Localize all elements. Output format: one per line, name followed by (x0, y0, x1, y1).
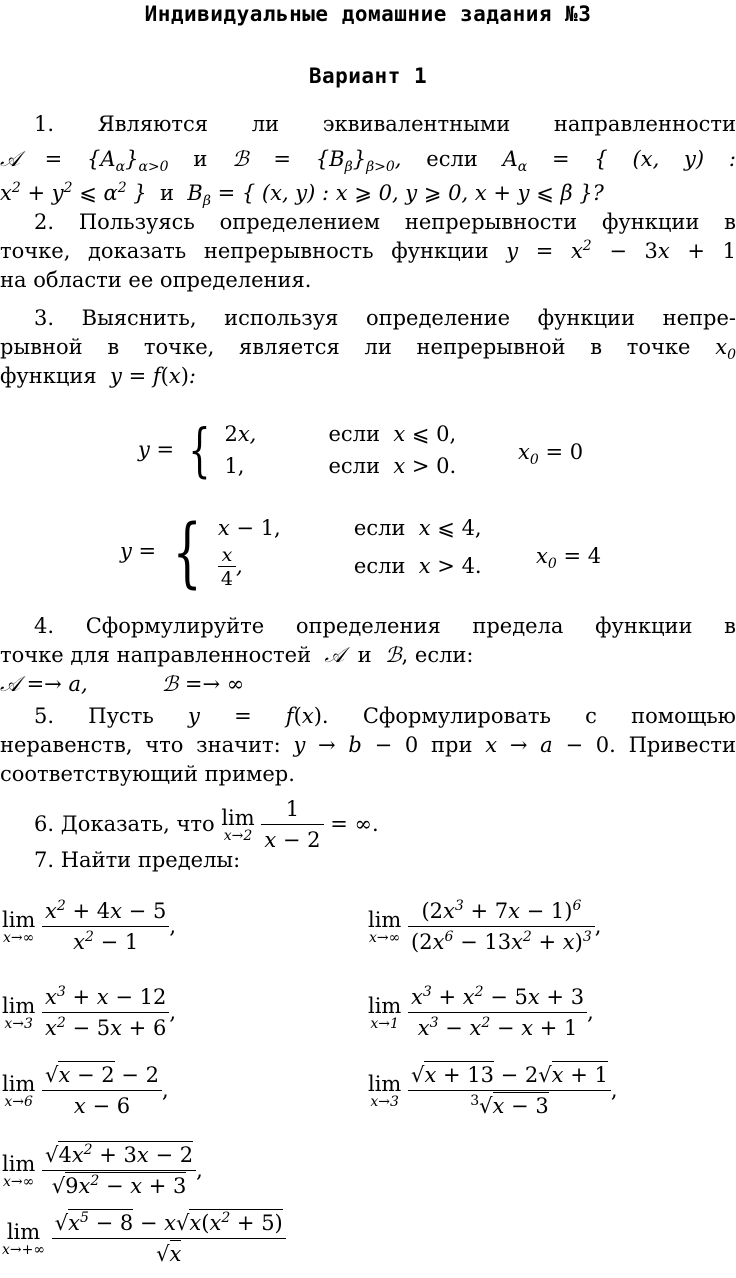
x0-value-1: $x_0 = 0$ (518, 440, 584, 469)
problem-7 (34, 846, 240, 875)
cases-1: 2x, если x ⩽ 0, 1, если x > 0. (224, 422, 457, 478)
p1-word: ли (251, 112, 280, 136)
math-set-B: $B_\beta$ = { (x, y) : x ⩾ 0, y ⩾ 0, x + y ⩽ β }? (187, 181, 604, 210)
math-y-fx: y = f(x): (103, 364, 196, 388)
math-x0: $x_0$ (715, 335, 736, 364)
x0-value-2: $x_0 = 4$ (536, 544, 602, 573)
problem-2-number: 2. (34, 210, 55, 234)
case-if-label: если (328, 422, 380, 446)
problem-5-word: Пусть (88, 704, 154, 728)
problem-6-number: 6. (34, 812, 55, 836)
x0-a: 0 (569, 440, 584, 464)
p1-word: Являются (97, 112, 209, 136)
limit-c: lim x→3 $\frac{x^3 + x - 12}{x^2 - 5x + 6}$ , (2, 984, 176, 1040)
math-B: ℬ (385, 643, 402, 667)
problem-7-text: Найти пределы: (60, 848, 241, 872)
math-B-net: ℬ = $\{B_\beta\}_{\beta>0}$, (232, 147, 402, 176)
math-y-fx-5: y = f(x). (187, 704, 329, 728)
problem-5-text-2b: Привести (628, 733, 736, 757)
problem-5 (0, 702, 736, 789)
document-title: Индивидуальные домашние задания №3 (144, 2, 592, 26)
problem-5-text-3: соответствующий пример. (0, 762, 295, 786)
limit-d: lim x→1 $\frac{x^3 + x^2 - 5x + 3}{x^3 - x^2 - x + 1}$ , (368, 984, 594, 1040)
problem-2-line-2 (0, 237, 736, 266)
limit-b: lim x→∞ $\frac{(2x^3 + 7x - 1)^6}{(2x^6 - 13x^2 + x)^3}$ , (368, 898, 602, 954)
problem-3-text-2: рывной в точке, является ли непрерывной в точке (0, 335, 691, 359)
problem-2-text-3: на области ее определения. (0, 268, 312, 292)
case-if-label: если (328, 454, 380, 478)
p1-and-2: и (160, 181, 175, 205)
left-brace: { (188, 416, 211, 484)
problem-1-line-1 (0, 110, 736, 139)
p1-and: и (193, 147, 208, 171)
problem-1 (0, 110, 736, 208)
problem-1-number: 1. (34, 112, 55, 136)
math-limit-p6: lim x→2 $\frac{1}{x - 2}$ = ∞. (221, 811, 378, 835)
problem-5-line-2 (0, 731, 736, 760)
limit-f: lim x→3 $\frac{√x + 13 - 2√x + 1}{^3√x - 3}$ , (368, 1060, 618, 1121)
math-x-to-a: x → a − 0. (485, 733, 616, 757)
p1-word: направленности (553, 112, 736, 136)
piecewise-function-1: y = { 2x, если x ⩽ 0, 1, если x > 0. (138, 416, 457, 484)
problem-4-line-1 (0, 612, 736, 641)
problem-2-text-1: Пользуясь определением непрерывности функции в (78, 210, 736, 234)
problem-3-line-1 (0, 304, 736, 333)
problem-5-number: 5. (34, 704, 55, 728)
problem-2-line-3 (0, 266, 736, 295)
problem-5-text-1: Сформулировать с помощью (362, 704, 736, 728)
problem-1-line-3 (0, 179, 736, 208)
math-A-alpha: $A_\alpha$ = { (x, y) : (502, 147, 736, 176)
variant-heading: Вариант 1 (308, 64, 428, 88)
problem-2 (0, 208, 736, 295)
math-y-to-b: y → b − 0 (293, 733, 419, 757)
problem-5-text-2: неравенств, что значит: (0, 733, 281, 757)
p1-word: эквивалентными (322, 112, 511, 136)
problem-3-line-2 (0, 333, 736, 362)
cases-2: x − 1, если x ⩽ 4, $\frac{x}{4}$ , если x > 4. (217, 516, 482, 590)
problem-4-line-2: точке для направленностей 𝒜 и ℬ, если: (0, 643, 474, 667)
limit-h: lim x→+∞ $\frac{√x^5 - 8 - x√x(x^2 + 5)}{√x}$ (2, 1208, 286, 1269)
problem-5-when: при (431, 733, 473, 757)
problem-5-line-1 (0, 702, 736, 731)
problem-3-number: 3. (34, 306, 55, 330)
math-quadratic: $y = x^2 - 3x + 1$ (506, 238, 736, 263)
problem-5-line-3 (0, 760, 736, 789)
case-if-label: если (353, 554, 406, 578)
case-if-label: если (353, 516, 406, 540)
problem-3-text-1: Выяснить, используя определение функции непре- (81, 306, 736, 330)
limit-a: lim x→∞ $\frac{x^2 + 4x - 5}{x^2 - 1}$ , (2, 898, 176, 954)
limit-g: lim x→∞ $\frac{√4x^2 + 3x - 2}{√9x^2 - x + 3}$ , (2, 1142, 203, 1198)
problem-2-line-1 (0, 208, 736, 237)
p4-if: если: (414, 643, 474, 667)
math-set-A: $x^2 + y^2$ ⩽ $\alpha^2$ } (0, 180, 147, 205)
limit-e: lim x→6 $\frac{√x - 2 - 2}{x - 6}$ , (2, 1060, 169, 1121)
problem-1-line-2 (0, 139, 736, 179)
problem-3 (0, 304, 736, 391)
problem-3-text-3: функция (0, 364, 97, 388)
piecewise-function-2: y = { x − 1, если x ⩽ 4, $\frac{x}{4}$ , если x > 4. (120, 506, 482, 596)
problem-4-line-3: 𝒜 =→ a, ℬ =→ ∞ (0, 672, 245, 696)
problem-4-text-2: точке для направленностей (0, 643, 312, 667)
problem-4-number: 4. (34, 614, 55, 638)
p4-and: и (357, 643, 372, 667)
problem-4 (0, 612, 736, 699)
left-brace: { (172, 506, 202, 596)
problem-7-number: 7. (34, 848, 55, 872)
problem-2-text-2: точке, доказать непрерывность функции (0, 239, 489, 263)
problem-3-line-3 (0, 362, 736, 391)
problem-6-text: Доказать, что (60, 812, 215, 836)
math-A: 𝒜 (324, 643, 345, 667)
problem-4-text-1: Сформулируйте определения предела функции в (85, 614, 736, 638)
x0-b: 4 (587, 544, 602, 568)
p1-if: если (426, 147, 478, 171)
math-A-net: 𝒜 = $\{A_\alpha\}_{\alpha>0}$ (0, 147, 169, 176)
